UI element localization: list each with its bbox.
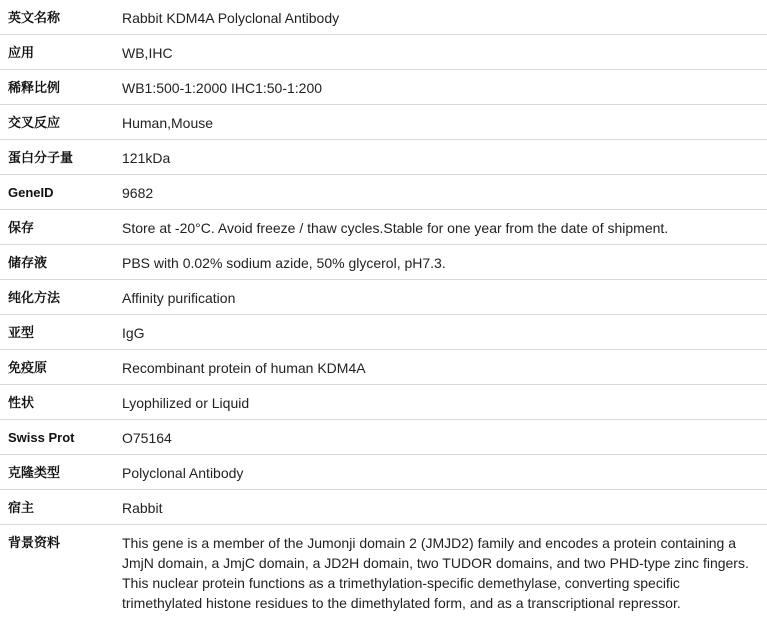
spec-row-application — [0, 35, 767, 70]
spec-label: 免疫原 — [0, 350, 116, 385]
spec-row-purification — [0, 280, 767, 315]
spec-row-english-name — [0, 0, 767, 35]
spec-label: 纯化方法 — [0, 280, 116, 315]
spec-label: 保存 — [0, 210, 116, 245]
spec-label: 亚型 — [0, 315, 116, 350]
spec-row-storage — [0, 210, 767, 245]
spec-value: WB1:500-1:2000 IHC1:50-1:200 — [116, 70, 767, 105]
spec-label: Swiss Prot — [0, 420, 116, 455]
spec-label: 性状 — [0, 385, 116, 420]
spec-value: Lyophilized or Liquid — [116, 385, 767, 420]
spec-value: Rabbit KDM4A Polyclonal Antibody — [116, 0, 767, 35]
spec-label: 储存液 — [0, 245, 116, 280]
spec-label: 克隆类型 — [0, 455, 116, 490]
spec-value: PBS with 0.02% sodium azide, 50% glycerol, pH7.3. — [116, 245, 767, 280]
spec-value: O75164 — [116, 420, 767, 455]
spec-label: 英文名称 — [0, 0, 116, 35]
spec-row-reactivity — [0, 105, 767, 140]
spec-value: WB,IHC — [116, 35, 767, 70]
spec-row-buffer — [0, 245, 767, 280]
spec-label: 宿主 — [0, 490, 116, 525]
spec-row-clonality — [0, 455, 767, 490]
spec-label: 交叉反应 — [0, 105, 116, 140]
spec-value: Recombinant protein of human KDM4A — [116, 350, 767, 385]
spec-value: Human,Mouse — [116, 105, 767, 140]
spec-row-background — [0, 525, 767, 618]
spec-value: 9682 — [116, 175, 767, 210]
spec-row-molecular-weight — [0, 140, 767, 175]
spec-value: Affinity purification — [116, 280, 767, 315]
spec-row-isotype — [0, 315, 767, 350]
spec-label: 应用 — [0, 35, 116, 70]
spec-row-swiss-prot — [0, 420, 767, 455]
spec-value: This gene is a member of the Jumonji domain 2 (JMJD2) family and encodes a protein containing a JmjN domain, a JmjC domain, a JD2H domain, two TUDOR domains, and two PHD-type zinc fingers. This nuclear protein functions as a trimethylation-specific demethylase, converting specific trimethylated histone residues to the dimethylated form, and as a transcriptional repressor. — [122, 535, 749, 611]
spec-row-host — [0, 490, 767, 525]
spec-value: Store at -20°C. Avoid freeze / thaw cycles.Stable for one year from the date of shipment. — [116, 210, 767, 245]
spec-label: 蛋白分子量 — [0, 140, 116, 175]
spec-label: 背景资料 — [8, 535, 61, 550]
spec-label: 稀释比例 — [0, 70, 116, 105]
spec-value: Rabbit — [116, 490, 767, 525]
spec-row-immunogen — [0, 350, 767, 385]
spec-value: IgG — [116, 315, 767, 350]
spec-label: GeneID — [0, 175, 116, 210]
spec-row-form — [0, 385, 767, 420]
spec-value: Polyclonal Antibody — [116, 455, 767, 490]
spec-row-dilution — [0, 70, 767, 105]
spec-value: 121kDa — [116, 140, 767, 175]
spec-row-gene-id — [0, 175, 767, 210]
